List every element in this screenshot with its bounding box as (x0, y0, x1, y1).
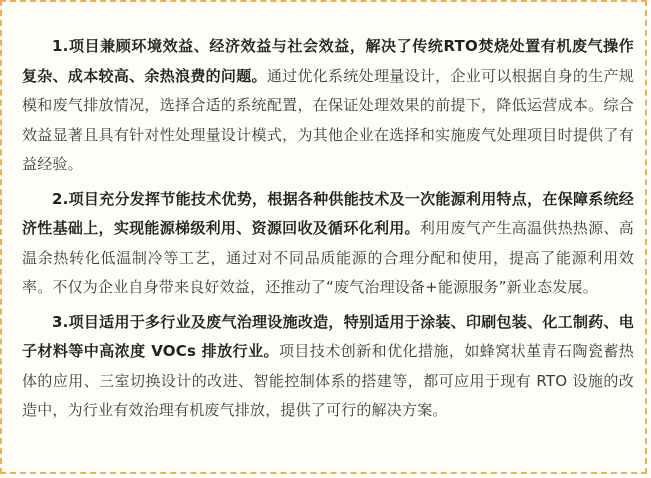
paragraph-3-lead: 3.项目适用于多行业及废气治理设施改造，特别适用于涂装、印刷包装、化工制药、电子材料等中高浓度 VOCs 排放行业。 (22, 312, 634, 360)
paragraph-1-body: 通过优化系统处理量设计，企业可以根据自身的生产规模和废气排放情况，选择合适的系统配置，在保证处理效果的前提下，降低运营成本。综合效益显著且具有针对性处理量设计模式，为其他企业在选择和实施废气处理项目时提供了有益经验。 (22, 66, 634, 173)
paragraph-1-lead: 1.项目兼顾环境效益、经济效益与社会效益，解决了传统RTO焚烧处置有机废气操作复杂、成本较高、余热浪费的问题。 (22, 37, 634, 85)
paragraph-1 (22, 32, 634, 180)
paragraph-2-lead: 2.项目充分发挥节能技术优势，根据各种供能技术及一次能源利用特点，在保障系统经济性基础上，实现能源梯级利用、资源回收及循环化利用。 (22, 189, 634, 237)
paragraph-3-body: 项目技术创新和优化措施，如蜂窝状堇青石陶瓷蓄热体的应用、三室切换设计的改进、智能控制体系的搭建等，都可应用于现有 RTO 设施的改造中，为行业有效治理有机废气排放，提供了可行的解决方案。 (22, 342, 635, 419)
article-body (22, 32, 634, 431)
paragraph-2-body: 利用废气产生高温供热热源、高温余热转化低温制冷等工艺，通过对不同品质能源的合理分配和使用，提高了能源利用效率。不仅为企业自身带来良好效益，还推动了“废气治理设备+能源服务”新业态发展。 (22, 219, 634, 296)
paragraph-3 (22, 308, 634, 426)
paragraph-2 (22, 185, 634, 303)
